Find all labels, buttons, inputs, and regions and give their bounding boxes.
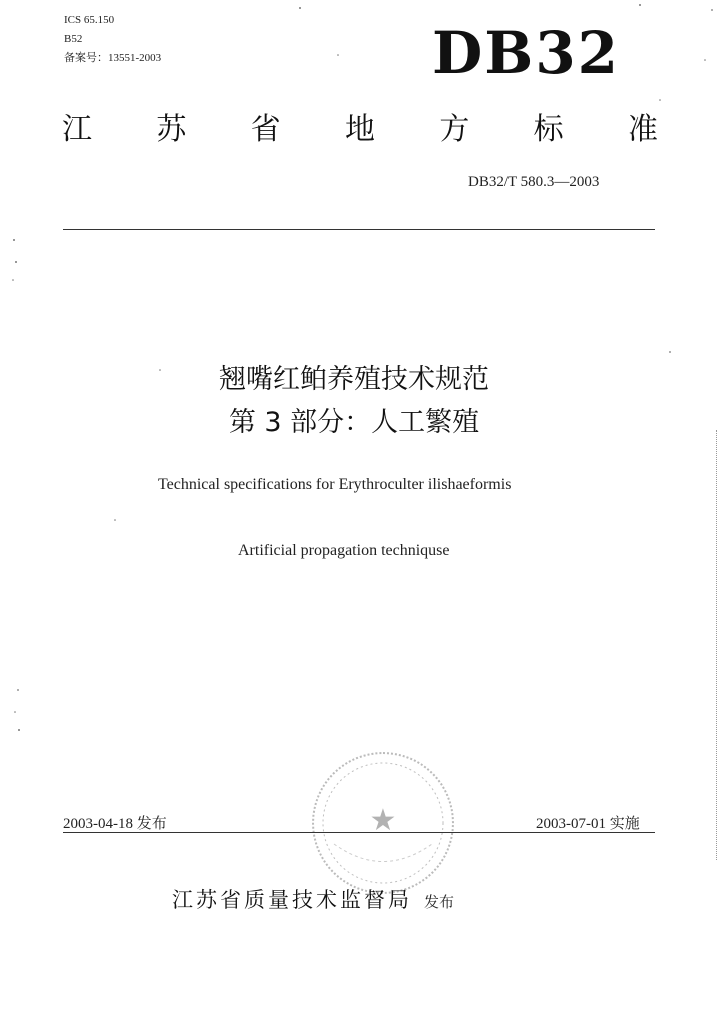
implementation-date: 2003-07-01 实施	[536, 816, 640, 832]
db32-logo: DB32	[432, 19, 621, 87]
standard-type-char: 方	[439, 112, 470, 147]
classification-code: B52	[64, 33, 83, 45]
bottom-divider	[63, 832, 655, 833]
issue-date: 2003-04-18 发布	[63, 816, 167, 832]
chinese-title-line-1: 翘嘴红鲌养殖技术规范	[219, 364, 489, 395]
standard-type-char: 省	[250, 112, 281, 147]
issuer-line	[172, 884, 454, 914]
standard-type-heading	[62, 110, 658, 150]
issue-action-label: 发布	[424, 893, 455, 911]
chinese-title-line-2: 第 3 部分：人工繁殖	[228, 407, 480, 438]
standard-type-char: 标	[533, 112, 564, 147]
official-seal-stamp	[312, 752, 454, 894]
seal-star-icon: ★	[369, 804, 397, 837]
top-divider	[63, 229, 655, 230]
issuing-authority: 江苏省质量技术监督局	[172, 888, 412, 912]
standard-type-char: 江	[62, 112, 92, 147]
ics-code: ICS 65.150	[64, 14, 115, 26]
standard-type-char: 苏	[156, 112, 187, 147]
scan-edge-line	[716, 430, 717, 860]
standard-number: DB32/T 580.3—2003	[468, 174, 600, 190]
english-title: Technical specifications for Erythroculter ilishaeformis	[158, 476, 512, 493]
english-subtitle: Artificial propagation techniquse	[238, 542, 450, 559]
record-number: 备案号：13551-2003	[64, 52, 162, 64]
standard-type-char: 准	[627, 112, 658, 147]
standard-type-char: 地	[344, 112, 375, 147]
